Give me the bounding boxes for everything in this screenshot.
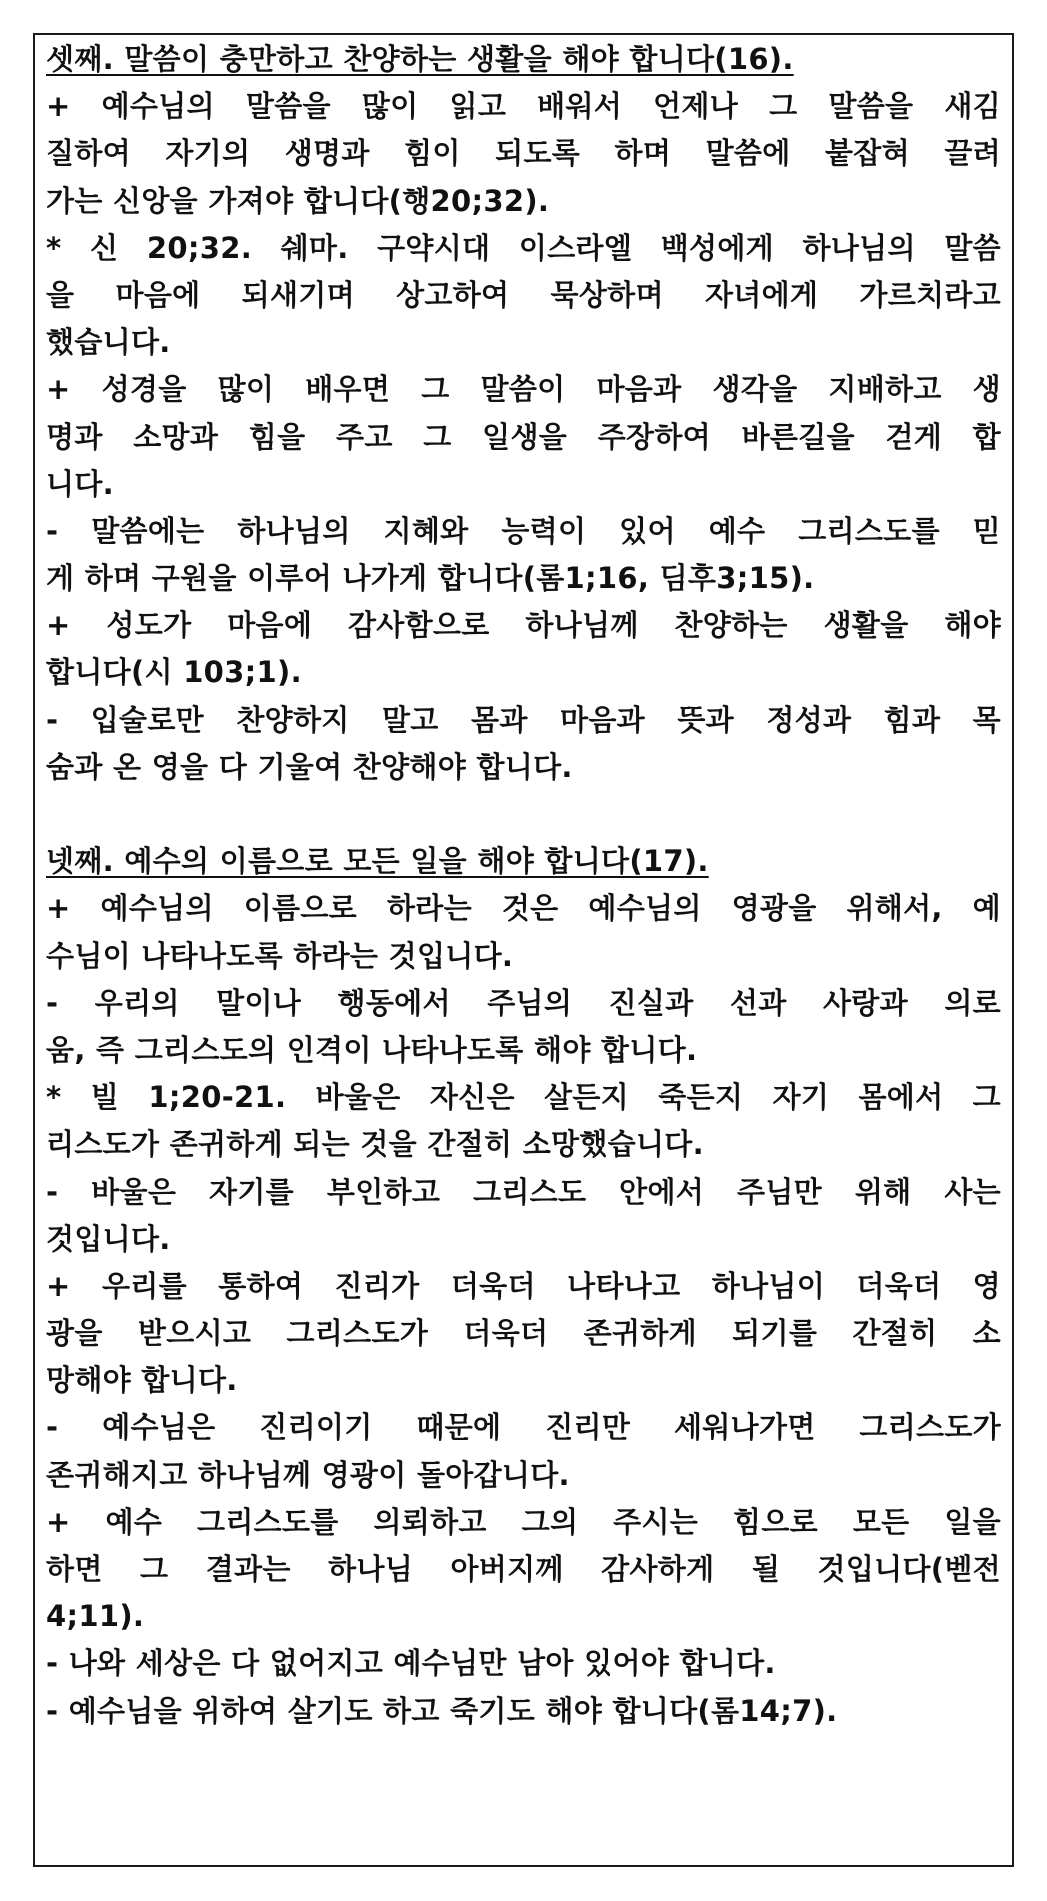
document-body (46, 36, 1001, 1735)
text-line: 것입니다. (46, 1221, 171, 1256)
text-line: + 예수 그리스도를 의뢰하고 그의 주시는 힘으로 모든 일을 (46, 1504, 1001, 1539)
section-spacer (46, 791, 1001, 838)
text-line: 존귀해지고 하나님께 영광이 돌아갑니다. (46, 1457, 570, 1492)
text-line: 광을 받으시고 그리스도가 더욱더 존귀하게 되기를 간절히 소 (46, 1316, 1001, 1351)
section-heading-fourth: 넷째. 예수의 이름으로 모든 일을 해야 합니다(17). (46, 844, 709, 879)
text-line: 했습니다. (46, 325, 171, 360)
text-line: 하면 그 결과는 하나님 아버지께 감사하게 될 것입니다(벧전 (46, 1552, 1001, 1586)
text-line: 게 하며 구원을 이루어 나가게 합니다(롬1;16, 딤후3;15). (46, 561, 815, 596)
text-line: - 나와 세상은 다 없어지고 예수님만 남아 있어야 합니다. (46, 1646, 776, 1681)
text-line: 움, 즉 그리스도의 인격이 나타나도록 해야 합니다. (46, 1032, 698, 1067)
text-line: 니다. (46, 466, 114, 501)
text-line: * 신 20;32. 쉐마. 구약시대 이스라엘 백성에게 하나님의 말씀 (46, 230, 1001, 265)
text-line: - 예수님은 진리이기 때문에 진리만 세워나가면 그리스도가 (46, 1410, 1001, 1445)
text-line: 가는 신앙을 가져야 합니다(행20;32). (46, 183, 550, 218)
text-line: 을 마음에 되새기며 상고하여 묵상하며 자녀에게 가르치라고 (46, 277, 1001, 312)
text-line: 합니다(시 103;1). (46, 655, 302, 690)
text-line: 리스도가 존귀하게 되는 것을 간절히 소망했습니다. (46, 1127, 704, 1162)
text-line: - 예수님을 위하여 살기도 하고 죽기도 해야 합니다(롬14;7). (46, 1693, 838, 1728)
text-line: 4;11). (46, 1599, 145, 1634)
text-line: + 예수님의 이름으로 하라는 것은 예수님의 영광을 위해서, 예 (46, 891, 1001, 926)
text-line: - 입술로만 찬양하지 말고 몸과 마음과 뜻과 정성과 힘과 목 (46, 702, 1001, 737)
text-line: 숨과 온 영을 다 기울여 찬양해야 합니다. (46, 749, 573, 784)
text-line: 망해야 합니다. (46, 1363, 238, 1398)
text-line: 수님이 나타나도록 하라는 것입니다. (46, 938, 514, 973)
text-line: + 우리를 통하여 진리가 더욱더 나타나고 하나님이 더욱더 영 (46, 1268, 1001, 1303)
text-line: - 우리의 말이나 행동에서 주님의 진실과 선과 사랑과 의로 (46, 985, 1001, 1020)
text-line: 명과 소망과 힘을 주고 그 일생을 주장하여 바른길을 걷게 합 (46, 419, 1001, 454)
text-line: - 바울은 자기를 부인하고 그리스도 안에서 주님만 위해 사는 (46, 1174, 1001, 1209)
text-line: + 예수님의 말씀을 많이 읽고 배워서 언제나 그 말씀을 새김 (46, 89, 1001, 124)
text-line: + 성도가 마음에 감사함으로 하나님께 찬양하는 생활을 해야 (46, 608, 1001, 643)
text-line: * 빌 1;20-21. 바울은 자신은 살든지 죽든지 자기 몸에서 그 (46, 1080, 1001, 1115)
text-line: + 성경을 많이 배우면 그 말씀이 마음과 생각을 지배하고 생 (46, 372, 1001, 407)
text-line: - 말씀에는 하나님의 지혜와 능력이 있어 예수 그리스도를 믿 (46, 513, 1001, 548)
text-line: 질하여 자기의 생명과 힘이 되도록 하며 말씀에 붙잡혀 끌려 (46, 136, 1001, 171)
section-heading-third: 셋째. 말씀이 충만하고 찬양하는 생활을 해야 합니다(16). (46, 42, 794, 76)
